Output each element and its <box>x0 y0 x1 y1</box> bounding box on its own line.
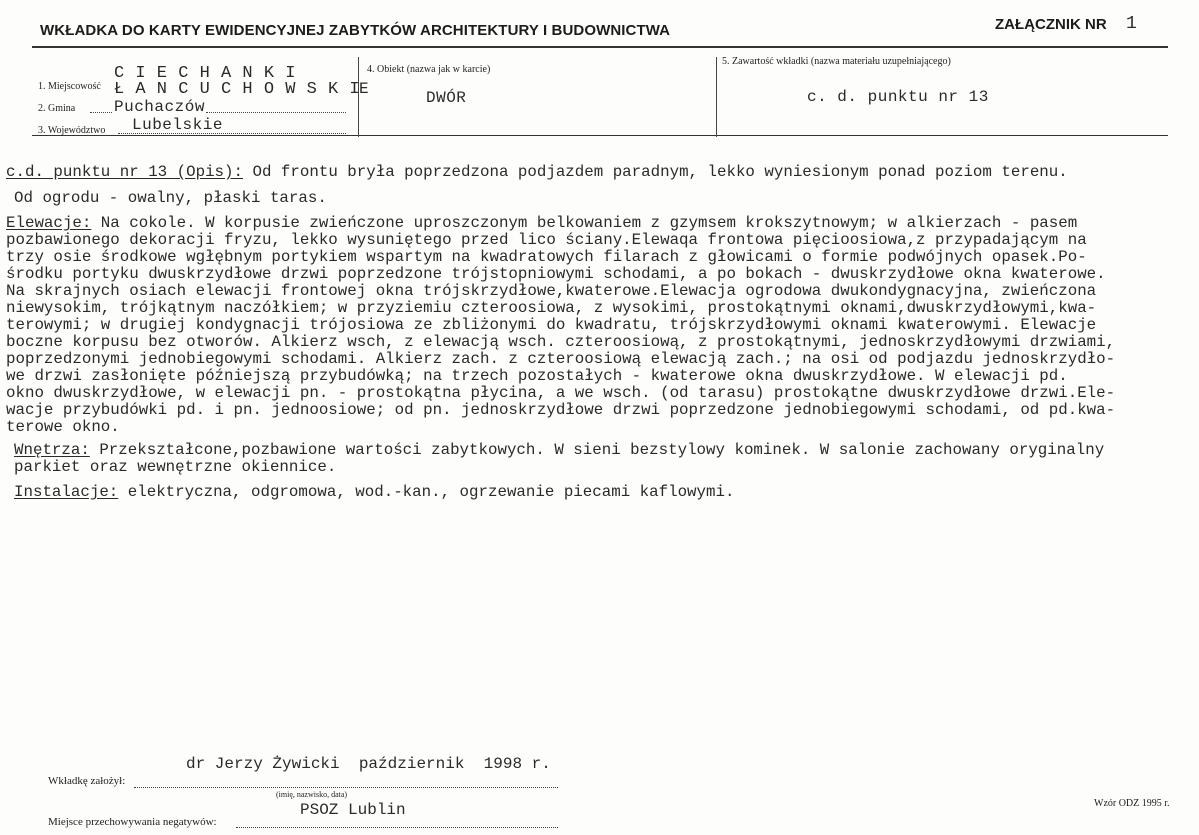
voivodeship-value: Lubelskie <box>132 116 223 134</box>
form-title: WKŁADKA DO KARTY EWIDENCYJNEJ ZABYTKÓW ARCHITEKTURY I BUDOWNICTWA <box>40 22 671 39</box>
elewacje-line: boczne korpusu bez otworów. Alkierz wsch, z elewacją wsch. czteroosiową, z prostokątnymi, jednoskrzydłowymi drzwiami, <box>6 333 1116 351</box>
commune-value: Puchaczów <box>114 98 205 116</box>
wnetrza-line-2: parkiet oraz wewnętrzne okiennice. <box>14 458 337 476</box>
wnetrza-heading: Wnętrza: <box>14 441 90 459</box>
intro-heading: c.d. punktu nr 13 (Opis): <box>6 163 243 181</box>
elewacje-line: niewysokim, trójkątnym naczółkiem; w przyziemiu czteroosiowa, z wysokimi, prostokątnymi oknami,dwuskrzydłowymi,kwa- <box>6 299 1097 317</box>
elewacje-line: trzy osie środkowe wgłębnym portykiem wspartym na kwadratowych filarach z głowicami o formie podwójnych opasek.Po- <box>6 248 1087 266</box>
author-dots <box>134 787 558 788</box>
elewacje-line: okno dwuskrzydłowe, w elewacji pn. - prostokątna płycina, a we wsch. (od tarasu) prostokątne dwuskrzydłowe drzwi.Ele- <box>6 384 1116 402</box>
instalacje-heading: Instalacje: <box>14 483 119 501</box>
instalacje-text: elektryczna, odgromowa, wod.-kan., ogrzewanie piecami kaflowymi. <box>118 483 735 501</box>
intro-text: Od frontu bryła poprzedzona podjazdem paradnym, lekko wyniesionym ponad poziom terenu. <box>243 163 1068 181</box>
object-label: 4. Obiekt (nazwa jak w karcie) <box>367 64 491 75</box>
elewacje-heading: Elewacje: <box>6 214 92 232</box>
form-code: Wzór ODZ 1995 r. <box>1094 798 1170 809</box>
elewacje-line: środku portyku dwuskrzydłowe drzwi poprzedzone trójstopniowymi schodami, a po bokach - dwuskrzydłowe okna kwaterowe. <box>6 265 1106 283</box>
intro-line-1 <box>6 164 1068 181</box>
wnetrza-line-1 <box>14 442 1104 459</box>
wnetrza-text: Przekształcone,pozbawione wartości zabytkowych. W sieni bezstylowy kominek. W salonie zachowany oryginalny <box>89 441 1105 459</box>
elewacje-line: poprzedzonymi jednobiegowymi schodami. Alkierz zach. z czteroosiową elewacją zach.; na osi od podjazdu jednoskrzydło- <box>6 350 1116 368</box>
header-top-rule <box>32 46 1168 48</box>
voivodeship-dots <box>118 133 346 134</box>
commune-dots <box>206 112 346 113</box>
elewacje-line: terowymi; w drugiej kondygnacji trójosiowa ze zbliżonymi do kwadratu, trójskrzydłowymi oknami kwaterowymi. Elewacje <box>6 316 1097 334</box>
intro-line-2: Od ogrodu - owalny, płaski taras. <box>14 189 327 207</box>
place-value-line2-tail: E <box>359 80 370 98</box>
attachment-number: 1 <box>1126 14 1137 34</box>
storage-label: Miejsce przechowywania negatywów: <box>48 816 217 828</box>
attachment-label: ZAŁĄCZNIK NR <box>995 16 1107 33</box>
place-value-line2: Ł A N C U C H O W S K I <box>114 80 361 99</box>
object-value: DWÓR <box>426 89 467 107</box>
storage-value: PSOZ Lublin <box>300 801 406 819</box>
header-bottom-rule <box>32 135 1168 136</box>
elewacje-text: Na cokole. W korpusie zwieńczone uproszczonym belkowaniem z gzymsem krokszytnowym; w alkierzach - pasem <box>91 214 1078 232</box>
voivodeship-label: 3. Województwo <box>38 125 106 136</box>
author-label: Wkładkę założył: <box>48 775 126 787</box>
elewacje-line: terowe okno. <box>6 418 120 436</box>
contents-label: 5. Zawartość wkładki (nazwa materiału uzupełniającego) <box>722 56 951 67</box>
elewacje-line: wacje przybudówki pd. i pn. jednoosiowe; od pn. jednoskrzydłowe drzwi poprzedzone jednobiegowymi schodami, od pd.kwa- <box>6 401 1116 419</box>
commune-label: 2. Gmina <box>38 103 76 114</box>
place-value-line1: C I E C H A N K I <box>114 64 296 83</box>
elewacje-line-1 <box>6 215 1077 232</box>
elewacje-line: Na skrajnych osiach elewacji frontowej okna trójskrzydłowe,kwaterowe.Elewacja ogrodowa dwukondygnacyjna, zwieńczona <box>6 282 1097 300</box>
place-label: 1. Miejscowość <box>38 81 101 92</box>
author-value: dr Jerzy Żywicki październik 1998 r. <box>186 755 551 773</box>
storage-dots <box>236 827 558 828</box>
instalacje-line <box>14 484 734 501</box>
header-divider-2 <box>716 57 717 137</box>
contents-value: c. d. punktu nr 13 <box>807 88 989 106</box>
commune-dots-lead <box>90 112 112 113</box>
elewacje-line: we drzwi zasłonięte późniejszą przybudówką; na trzech pozostałych - kwaterowe okna dwuskrzydłowe. W elewacji pd. <box>6 367 1068 385</box>
elewacje-line: pozbawionego dekoracji fryzu, lekko wysuniętego przed lico ściany.Elewaqa frontowa pięcioosiowa,z przypadającym na <box>6 231 1087 249</box>
author-hint: (imię, nazwisko, data) <box>276 790 348 799</box>
